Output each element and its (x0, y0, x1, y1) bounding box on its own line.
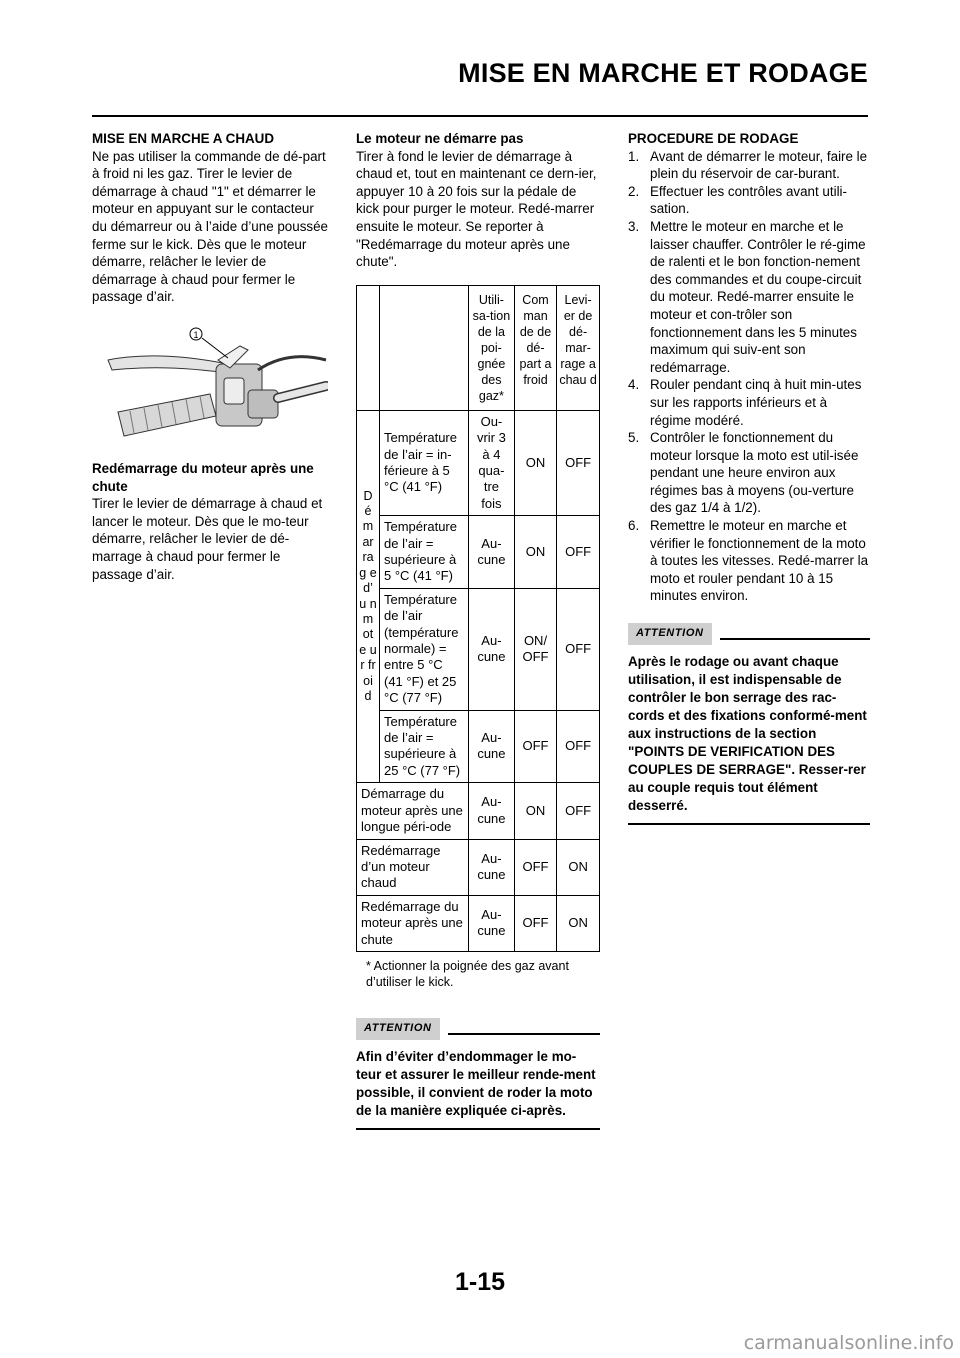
title-rule (92, 115, 868, 117)
attention-badge: ATTENTION (356, 1018, 440, 1040)
cell-hot-starter: ON (557, 839, 600, 895)
table-row (357, 588, 600, 710)
step-text: Avant de démarrer le moteur, faire le plein du réservoir de car-burant. (650, 148, 868, 182)
cell-cold-starter: ON/ OFF (514, 588, 556, 710)
break-in-steps (628, 148, 870, 605)
step-text: Mettre le moteur en marche et le laisser chauffer. Contrôler le ré-gime de ralenti et le bon fonction-nement des commandes et du coupe-circuit du moteur. Redé-marrer ensuite le moteur et con-trôler son fonctionnement dans les 5 minutes maximum qui suiv-ent son redémarrage. (650, 218, 866, 375)
group-label-cold-start: D é m ar ra g e d’ u n m ot e ur fr oi d (357, 410, 380, 783)
table-row (357, 839, 600, 895)
table-footnote: * Actionner la poignée des gaz avant d’utiliser le kick. (366, 958, 569, 989)
heading-break-in-procedure: PROCEDURE DE RODAGE (628, 131, 799, 146)
attention-box-break-in (356, 1018, 600, 1130)
cell-condition: Température de l’air = supérieure à 5 °C (41 °F) (380, 516, 469, 589)
attention-badge: ATTENTION (628, 623, 712, 645)
cell-hot-starter: OFF (557, 410, 600, 515)
cell-throttle: Au-cune (469, 588, 515, 710)
cell-condition: Température de l’air (température normale) = entre 5 °C (41 °F) et 25 °C (77 °F) (380, 588, 469, 710)
page-number: 1-15 (454, 1268, 506, 1296)
heading-engine-wont-start: Le moteur ne démarre pas (356, 131, 524, 146)
attention-bottom-rule (356, 1128, 600, 1130)
cell-cold-starter: ON (514, 516, 556, 589)
table-row (357, 410, 600, 515)
cell-hot-starter: OFF (557, 710, 600, 783)
page-title: MISE EN MARCHE ET RODAGE (458, 58, 868, 88)
cell-hot-starter: OFF (557, 516, 600, 589)
table-row (357, 516, 600, 589)
list-item (628, 376, 870, 429)
cell-cold-starter: OFF (514, 710, 556, 783)
cell-throttle: Au-cune (469, 839, 515, 895)
attention-rule (448, 1033, 600, 1035)
list-item (628, 183, 870, 218)
step-text: Remettre le moteur en marche et vérifier le fonctionnement de la moto à toutes les vitesses. Redé-marrer la moto et rouler pendant 10 à 15 minutes environ. (650, 518, 869, 604)
clutch-lever-drawing (108, 356, 234, 374)
attention-box-torque (628, 623, 870, 825)
cell-condition: Redémarrage du moteur après une chute (357, 895, 469, 951)
cell-cold-starter: OFF (514, 895, 556, 951)
switch-block-drawing (216, 364, 278, 426)
step-number: 5. (628, 430, 640, 446)
column-right (628, 130, 870, 825)
step-number: 4. (628, 377, 640, 393)
header-hot-starter: Levi-er de dé-mar-rage a chau d (557, 285, 600, 410)
list-item (628, 218, 870, 376)
hot-starter-lever-illustration (98, 320, 328, 440)
attention-text: Après le rodage ou avant chaque utilisation, il est indispensable de contrôler le bon serrage des rac-cords et des fixations conformé-ment aux instructions de la section "POINTS DE VERIFICATION DES COUPLES DE SERRAGE". Resser-rer au couple requis tout élément desserré. (628, 653, 867, 813)
cell-hot-starter: OFF (557, 783, 600, 839)
cell-cold-starter: ON (514, 783, 556, 839)
watermark: carmanualsonline.info (743, 1332, 954, 1354)
list-item (628, 517, 870, 605)
callout-number: 1 (193, 329, 199, 340)
cell-cold-starter: OFF (514, 839, 556, 895)
step-text: Effectuer les contrôles avant utili-sation. (650, 183, 847, 217)
table-header-row (357, 285, 600, 410)
starting-modes-table (356, 285, 600, 952)
cell-cold-starter: ON (514, 410, 556, 515)
step-number: 3. (628, 218, 640, 234)
table-row (357, 895, 600, 951)
cell-throttle: Au-cune (469, 783, 515, 839)
cell-hot-starter: OFF (557, 588, 600, 710)
table-header-blank (380, 285, 469, 410)
cell-throttle: Au-cune (469, 710, 515, 783)
paragraph-restart-after-fall: Tirer le levier de démarrage à chaud et lancer le moteur. Dès que le mo-teur démarre, relâcher le levier de dé-marrage à chaud pour fermer le passage d’air. (92, 496, 323, 582)
column-left (92, 130, 330, 583)
attention-text: Afin d’éviter d’endommager le mo-teur et assurer le meilleur rende-ment possible, il convient de roder la moto de la manière expliquée ci-après. (356, 1048, 596, 1118)
table-row (357, 783, 600, 839)
cell-hot-starter: ON (557, 895, 600, 951)
grip-drawing (118, 394, 216, 436)
handlebar-drawing (98, 320, 328, 440)
cell-throttle: Au-cune (469, 516, 515, 589)
attention-rule (720, 638, 870, 640)
step-text: Contrôler le fonctionnement du moteur lorsque la moto est util-isée pendant une heure environ aux régimes bas à moyens (ou-verture des gaz 1/4 à 1/2). (650, 430, 859, 516)
cell-condition: Redémarrage d’un moteur chaud (357, 839, 469, 895)
column-middle (356, 130, 600, 1130)
table-header-blank (357, 285, 380, 410)
heading-warm-start: MISE EN MARCHE A CHAUD (92, 131, 275, 146)
step-number: 1. (628, 148, 640, 164)
header-cold-starter: Com man de de dé-part a froid (514, 285, 556, 410)
heading-restart-after-fall: Redémarrage du moteur après une chute (92, 460, 314, 494)
attention-bottom-rule (628, 823, 870, 825)
cell-condition: Température de l’air = supérieure à 25 °C (77 °F) (380, 710, 469, 783)
header-throttle: Utili-sa-tion de la poi-gnée des gaz* (469, 285, 515, 410)
paragraph-warm-start: Ne pas utiliser la commande de dé-part à froid ni les gaz. Tirer le levier de démarrage à chaud "1" et démarrer le moteur en appuyant sur le contacteur du démarreur ou à l’aide d’une poussée ferme sur le kick. Dès que le moteur démarre, relâcher le levier de démarrage à chaud pour fermer le passage d’air. (92, 148, 328, 305)
step-text: Rouler pendant cinq à huit min-utes sur les rapports inférieurs et à régime modéré. (650, 377, 862, 428)
list-item (628, 429, 870, 517)
cell-condition: Démarrage du moteur après une longue péri-ode (357, 783, 469, 839)
paragraph-engine-wont-start: Tirer à fond le levier de démarrage à chaud et, tout en maintenant ce dern-ier, appuyer 10 à 20 fois sur la pédale de kick pour purger le moteur. Redé-marrer ensuite le moteur. Se reporter à "Redémarrage du moteur après une chute". (356, 148, 597, 270)
list-item (628, 148, 870, 183)
cell-throttle: Ou-vrir 3 à 4 qua-tre fois (469, 410, 515, 515)
table-row (357, 710, 600, 783)
cell-throttle: Au-cune (469, 895, 515, 951)
step-number: 2. (628, 183, 640, 199)
cell-condition: Température de l’air = in-férieure à 5 °C (41 °F) (380, 410, 469, 515)
step-number: 6. (628, 518, 640, 534)
callout-leader-line (202, 338, 228, 358)
cable-drawing (258, 357, 326, 370)
